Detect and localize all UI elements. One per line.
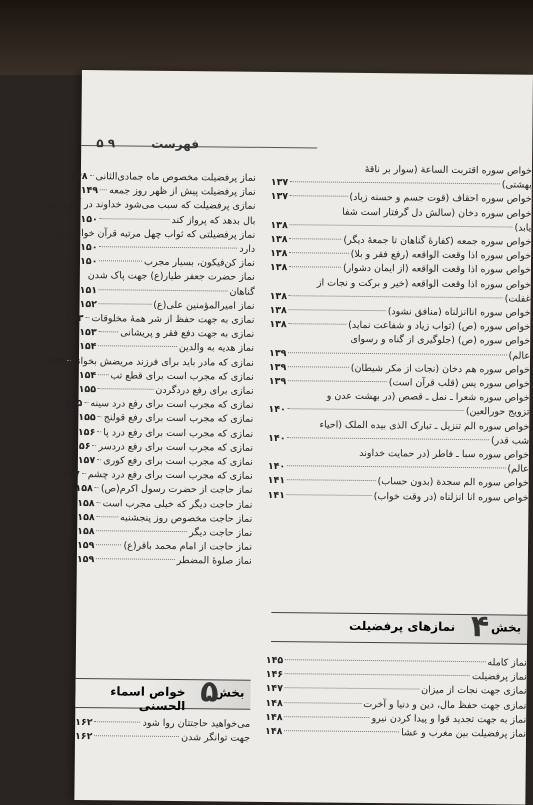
dot-leader [97,502,101,503]
toc-entry-title: غفلت) [504,293,531,305]
dot-leader [100,189,107,190]
toc-entry-page: ۱۴۱ [267,475,286,487]
toc-entry-title: نماز پرفضیلت [471,671,527,683]
dot-leader [86,317,90,318]
dot-leader [94,735,179,737]
book-page [46,70,533,805]
toc-entry-title: نمازی به جهت حفظ از شر همهٔ مخلوقات [91,313,255,326]
toc-entry-title: نمازی که مجرب است برای رفع دردسر [98,441,254,454]
dot-leader [99,260,142,261]
dot-leader [99,346,177,348]
toc-entry-page: ۱۳۸ [270,233,288,246]
toc-entry-title: نماز حاجت از امام محمد باقر(ع) [123,540,253,554]
toc-entry-title: نماز پرفضیلت بین مغرب و عشا [401,727,527,740]
dot-leader [96,544,121,545]
toc-entry-page: ۱۳۸ [269,290,288,302]
dot-leader [84,402,88,403]
toc-entry-page: ۱۵۱ [79,284,98,296]
toc-entry-page: ۱۵۸ [77,526,95,538]
toc-entry-title: خواص سوره جمعه (کفارهٔ گناهان تا جمعهٔ دیگر) [343,234,532,248]
dot-leader [99,303,151,305]
toc-entry-title: نماز حاجت از حضرت رسول اکرم(ص) [100,483,253,497]
dot-leader [67,359,71,360]
toc-entry: خواص سوره سبا ـ فاطر (در حمایت خداوند [359,447,530,461]
toc-entry-title: نماز حاجت مخصوص روز پنجشنبه [120,512,253,525]
toc-entry-title: نماز به جهت تجدید قوا و پیدا کردن نیرو [371,712,527,726]
toc-entry: خواص سوره اذا وقعت الواقعه (خیر و برکت و نجات از [316,277,531,291]
toc-entry-page: ۱۵۴ [79,341,97,353]
toc-entry-page: ۱۳۸ [270,248,288,260]
page-header [81,136,532,161]
toc-entry-page: ۱۴۰ [267,461,286,473]
toc-entry-page: ۱۵۵ [64,398,83,410]
toc-entry-title: خواص سوره انا انزلناه (در وقت خواب) [373,490,529,504]
dot-leader [98,417,102,418]
toc-entry [265,725,526,742]
toc-entry-title: خواص سوره اناانزلناه (منافق نشود) [387,306,531,319]
section-number: ۴ [470,609,490,645]
page-number: ۹ ۵ [96,136,116,151]
toc-entry [77,553,252,569]
toc-entry-page: ۱۳۷ [270,191,289,203]
toc-entry-title: نماز پرفضیلت مخصوص ماه جمادی‌الثانی [95,171,256,184]
toc-entry-page: ۱۵۵ [78,412,96,424]
toc-entry-page: ۱۵۷ [77,455,96,467]
toc-entry: خواص سوره (ص) (جلوگیری از گناه و رسوای [350,334,531,348]
toc-entry: نمازی پرفضیلت که سبب می‌شود خداوند در آخرت دو [46,199,256,213]
toc-section-4-list [265,654,527,742]
toc-entry-title: نماز حاجت دیگر که خیلی مجرب است [102,497,253,511]
dot-leader [98,388,153,390]
dot-leader [288,380,387,382]
toc-entry-page: ۱۴۸ [265,711,283,723]
toc-entry-page: ۱۴۸ [70,170,88,183]
dot-leader [290,238,342,240]
dot-leader [290,196,347,198]
toc-entry-title: نماز صلوهٔ المضطر [176,555,252,568]
toc-entry-title: نماز حاجت دیگر [189,527,253,539]
toc-entry-page: ۱۳۹ [268,376,287,388]
toc-entry-page: ۱۵۲ [79,298,98,310]
toc-entry-page: ۱۳۸ [269,262,288,274]
dot-leader [285,673,470,676]
toc-entry-page: ۱۵۵ [78,384,97,396]
dot-leader [289,295,503,298]
dot-leader [287,494,372,496]
toc-entry-page: ۱۵۴ [47,355,65,367]
toc-entry [66,312,255,328]
section-title: نمازهای پرفضیلت [348,618,456,634]
dot-leader [285,659,485,662]
dot-leader [289,323,346,325]
toc-entry-title: جهت توانگر شدن [181,732,251,744]
dot-leader [290,181,500,184]
toc-entry-title: نمازی که مجرب است برای رفع درد چشم [87,469,253,483]
toc-entry [267,489,528,506]
dot-leader [290,224,513,227]
dot-leader [288,366,348,368]
section-label: بخش [214,685,245,700]
toc-entry-title: نماز کن‌فیکون، بسیار مجرب [144,256,256,270]
toc-entry: نماز پرفضیلتی که ثواب چهل مرتبه قرآن خواندن را [56,227,256,241]
dot-leader [284,730,399,732]
toc-entry [77,497,252,513]
dot-leader [93,445,97,446]
toc-entry [70,170,256,186]
dark-background [0,0,533,75]
dot-leader [90,175,94,176]
toc-entry-page: ۱۵۸ [77,511,95,524]
dot-leader [95,488,99,489]
toc-entry-page: ۱۳۸ [269,305,287,317]
toc-entry-title: عالم) [508,350,531,362]
dot-leader [97,431,101,432]
toc-entry-title: یابد) [514,222,532,234]
toc-entry [47,355,254,371]
toc-entry-page: ۱۵۸ [75,483,93,495]
toc-entry-page: ۱۴۸ [265,725,283,738]
dot-leader [288,352,506,355]
header-rule [81,145,317,148]
toc-entry-page: ۱۵۳ [79,327,97,339]
toc-entry-page: ۱۳۸ [269,319,287,331]
toc-entry-page: ۱۴۷ [265,683,283,695]
toc-entry-title: خواص سوره احقاف (قوت جسم و حسنه زیاد) [349,192,532,206]
toc-entry-title: خواص سوره هم دخان (نجات از مکر شیطان) [350,362,530,376]
dot-leader [285,688,419,690]
toc-entry-title: دارد [239,243,256,255]
toc-section-5-list [75,716,250,746]
toc-right-column [267,162,532,506]
toc-entry-page: ۱۵۴ [78,369,97,382]
dot-leader [287,465,505,468]
dot-leader [100,218,170,220]
section-title: خواص اسماء الحسنی [110,684,186,714]
toc-entry-title: نمازی به جهت دفع فقر و پریشانی [120,327,255,341]
toc-entry-title: نمازی که مجرب است برای قطع تب [110,370,254,383]
toc-entry-title: نمازی که مجرب است برای رفع کوری [103,455,253,468]
toc-entry-title: نماز پرفضیلت پیش از ظهر روز جمعه [109,185,256,199]
toc-entry: خواص سوره اقتربت الساعة (سوار بر ناقهٔ [364,163,533,177]
toc-entry-title: نماز کامله [487,657,527,669]
dot-leader [96,559,175,561]
toc-entry-page: ۱۵۰ [80,213,98,225]
toc-entry-page: ۱۳۸ [270,219,288,231]
toc-entry-title: نمازی جهت نجات از میزان [421,684,527,698]
section-label: بخش [490,620,522,635]
toc-entry-page: ۱۵۹ [76,554,95,566]
toc-entry-title: خواص سوره الم سجدة (بدون حساب) [377,476,529,490]
section-4-header [271,609,527,645]
toc-entry-title: بال بدهد که پرواز کند [171,214,256,227]
toc-entry-title: نماز هدیه به والدین [178,342,255,355]
toc-entry-title: گناهان [229,286,255,298]
toc-entry-page: ۱۴۹ [80,185,99,197]
section-5-header [75,674,250,714]
dot-leader [82,473,86,474]
toc-entry-title: می‌خواهید حاجتتان روا شود [142,717,251,730]
section-number: ۵ [199,674,219,710]
toc-entry-title: عالم) [507,463,529,475]
toc-entry: خواص سوره دخان (سالش دل گرفتار است شفا [342,206,532,220]
toc-entry-page: ۱۴۶ [265,669,284,681]
toc-entry-page: ۱۴۸ [265,697,283,709]
toc-entry-page: ۱۵۸ [77,497,95,509]
dot-leader [98,374,108,375]
toc-entry-title: بهشتی) [501,179,532,191]
dot-leader [285,716,370,718]
dot-leader [99,331,119,332]
toc-entry-title: نمازی برای رفع دردگردن [155,384,254,397]
dot-leader [97,459,101,460]
toc-entry-page: ۱۵۶ [73,440,91,452]
dot-leader [285,702,362,704]
dot-leader [288,409,464,412]
page-title: فهرست [151,136,200,152]
toc-entry: خواص سوره الم تنزیل ـ تبارک الذی بیده الملک (احیاء [319,419,530,433]
toc-entry-title: نمازی که مجرب است برای رفع درد پا [103,426,254,440]
toc-entry-page: ۱۵۰ [80,242,98,254]
toc-entry: نماز حضرت جعفر طیار(ع) جهت پاک شدن [87,270,255,284]
dot-leader [288,437,489,440]
dot-leader [287,480,375,482]
toc-entry-page: ۱۵۷ [62,469,80,481]
toc-entry-page: ۱۳۹ [268,347,287,359]
dot-leader [289,252,348,254]
toc-entry-page: ۱۴۱ [267,489,286,501]
toc-entry-page: ۱۵۳ [66,312,84,325]
dot-leader [289,267,341,269]
toc-entry: خواص سوره شعرا ـ نمل ـ قصص (در بهشت عدن و [326,390,530,404]
toc-entry-title: نمازی که مجرب است برای رفع قولنج [103,412,254,426]
toc-entry-title: نماز امیرالمؤمنین علی(ع) [153,299,255,312]
toc-entry [75,730,250,746]
toc-entry-title: خواص سوره یس (قلب قرآن است) [388,377,530,390]
toc-entry-page: ۱۴۰ [268,432,286,445]
toc-entry-page: ۱۵۰ [79,256,98,268]
toc-entry-title: شب قدر) [490,435,530,447]
toc-entry-title: خواص سوره اذا وقعت الواقعه (رفع فقر و بلا) [350,249,532,262]
toc-entry-page: ۱۳۹ [268,361,287,373]
toc-entry-page: ۱۵۶ [77,426,96,438]
dot-leader [99,289,227,291]
toc-entry-title: تزویج حورالعین) [465,406,530,419]
toc-entry-page: ۱۳۷ [270,177,289,189]
toc-entry-page: ۱۵۹ [76,540,95,552]
toc-entry-title: خواص سوره اذا وقعت الواقعه (از ایمان دشوار) [342,263,531,277]
toc-entry-page: ۱۶۲ [74,731,93,743]
toc-entry-page: ۱۴۰ [268,404,286,416]
dot-leader [97,516,118,517]
toc-entry-title: نمازی جهت حفظ مال، دین و دنیا و آخرت [363,698,527,712]
toc-left-column [46,170,256,569]
dot-leader [95,721,141,722]
toc-entry-page: ۱۴۵ [265,654,284,667]
dot-leader [97,530,188,532]
toc-entry-title: خواص سوره (ص) (ثواب زیاد و شفاعت نماید) [348,320,531,333]
toc-entry-title: نمازی که مجرب است برای رفع درد سینه [90,398,254,412]
dot-leader [100,246,238,248]
dot-leader [289,309,386,311]
toc-entry-page: ۱۶۲ [75,716,93,729]
toc-entry-title: نمازی که مادر باید برای فرزند مریضش بخواند [72,355,254,369]
